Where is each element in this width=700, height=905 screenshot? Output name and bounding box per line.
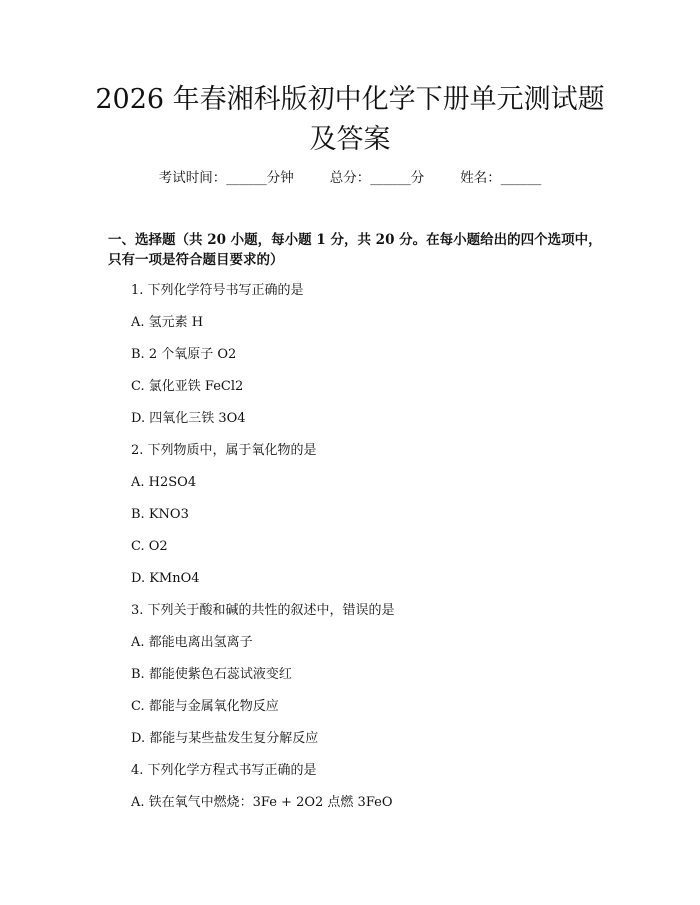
question-list xyxy=(131,280,611,824)
question-1-stem: 1. 下列化学符号书写正确的是 xyxy=(131,283,304,298)
question-1-option-b: B. 2 个氧原子 O2 xyxy=(131,347,237,362)
section-heading: 一、选择题（共 20 小题，每小题 1 分，共 20 分。在每小题给出的四个选项中，只有一项是符合题目要求的） xyxy=(108,232,602,268)
question-1-option-d: D. 四氧化三铁 3O4 xyxy=(131,411,246,426)
question-1-option-a: A. 氢元素 H xyxy=(131,315,204,330)
question-3-option-b: B. 都能使紫色石蕊试液变红 xyxy=(131,667,292,682)
question-2-option-c: C. O2 xyxy=(131,539,168,554)
question-4-option-a: A. 铁在氧气中燃烧：3Fe + 2O2 点燃 3FeO xyxy=(131,795,393,810)
question-3-option-d: D. 都能与某些盐发生复分解反应 xyxy=(131,731,319,746)
question-3-option-c: C. 都能与金属氧化物反应 xyxy=(131,699,279,714)
question-1-option-c: C. 氯化亚铁 FeCl2 xyxy=(131,379,244,394)
question-2-option-b: B. KNO3 xyxy=(131,507,189,522)
exam-time-field: 考试时间：______分钟 xyxy=(158,170,294,186)
exam-info-line xyxy=(0,169,700,187)
question-3-option-a: A. 都能电离出氢离子 xyxy=(131,635,253,650)
student-name-field: 姓名：______ xyxy=(460,170,542,186)
question-2-stem: 2. 下列物质中，属于氧化物的是 xyxy=(131,443,317,458)
question-2-option-d: D. KMnO4 xyxy=(131,571,200,586)
question-4-stem: 4. 下列化学方程式书写正确的是 xyxy=(131,763,317,778)
question-3-stem: 3. 下列关于酸和碱的共性的叙述中，错误的是 xyxy=(131,603,395,618)
document-title: 2026 年春湘科版初中化学下册单元测试题及答案 xyxy=(95,84,605,155)
total-score-field: 总分：______分 xyxy=(329,170,425,186)
question-2-option-a: A. H2SO4 xyxy=(131,475,197,490)
